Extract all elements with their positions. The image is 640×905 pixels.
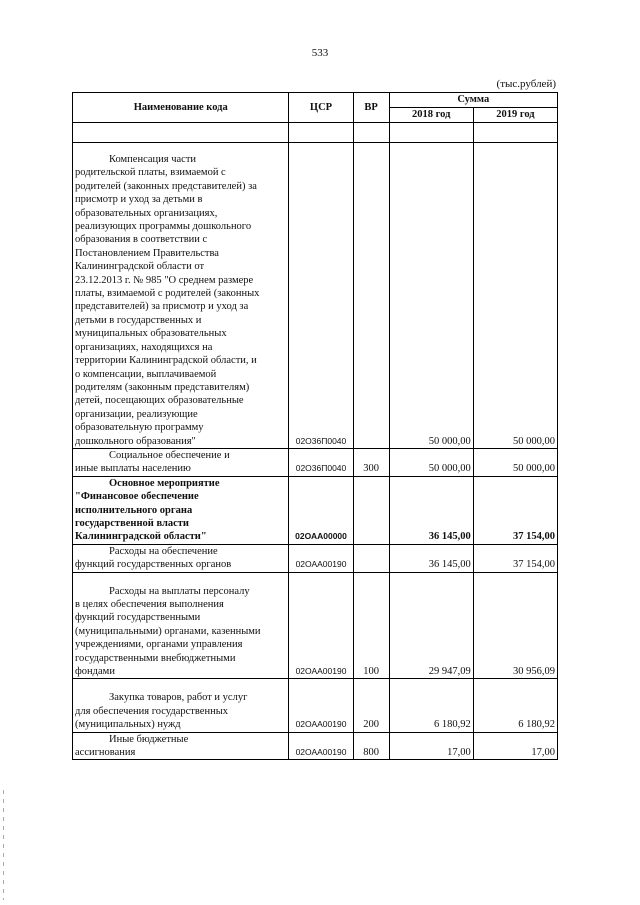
header-sum: Сумма (389, 93, 557, 108)
row-name-rest: в целях обеспечения выполнения функций государственными (муниципальными) органами, казенными учреждениями, органами управления государственными внебюджетными фондами (75, 599, 261, 678)
row-name (73, 544, 289, 572)
table-row (73, 476, 558, 544)
row-vr: 800 (353, 732, 389, 760)
table-row (73, 679, 558, 732)
budget-table (72, 92, 558, 760)
row-2018: 36 145,00 (389, 476, 473, 544)
row-name-first: Компенсация части (109, 154, 197, 165)
units-note: (тыс.рублей) (496, 78, 556, 90)
row-2019: 37 154,00 (473, 476, 557, 544)
header-year-2018: 2018 год (389, 108, 473, 123)
table-row (73, 544, 558, 572)
row-name-rest: "Финансовое обеспечение исполнительного органа государственной власти Калининградской области" (75, 491, 207, 543)
table-row (73, 732, 558, 760)
row-name-rest: ассигнования (75, 747, 136, 759)
header-csr: ЦСР (289, 93, 353, 123)
row-vr: 300 (353, 448, 389, 476)
table-row (73, 572, 558, 679)
row-csr: 02ОАА00190 (289, 544, 353, 572)
row-name-first: Основное мероприятие (109, 477, 220, 489)
row-2018: 17,00 (389, 732, 473, 760)
row-name (73, 572, 289, 679)
row-csr: 02ОАА00190 (289, 572, 353, 679)
row-csr: 02ОАА00190 (289, 679, 353, 732)
row-vr (353, 544, 389, 572)
row-2018: 6 180,92 (389, 679, 473, 732)
row-csr: 02ОАА00190 (289, 732, 353, 760)
page-number: 533 (311, 47, 329, 59)
row-2018: 29 947,09 (389, 572, 473, 679)
row-vr (353, 476, 389, 544)
table-row (73, 448, 558, 476)
row-name-first: Расходы на обеспечение (109, 545, 218, 557)
row-2019: 17,00 (473, 732, 557, 760)
row-2019: 37 154,00 (473, 544, 557, 572)
spacer-row (73, 123, 558, 143)
row-2018: 36 145,00 (389, 544, 473, 572)
row-name-first: Расходы на выплаты персоналу (109, 585, 250, 597)
row-vr (353, 143, 389, 449)
row-name-first: Иные бюджетные (109, 733, 189, 745)
row-2018: 50 000,00 (389, 143, 473, 449)
row-name (73, 679, 289, 732)
row-csr: 02О36П0040 (289, 143, 353, 449)
row-name-rest: функций государственных органов (75, 559, 232, 571)
row-name (73, 143, 289, 449)
row-name-first: Социальное обеспечение и (109, 449, 230, 461)
row-name-rest: иные выплаты населению (75, 463, 191, 475)
row-2019: 30 956,09 (473, 572, 557, 679)
row-name (73, 732, 289, 760)
row-vr: 200 (353, 679, 389, 732)
row-csr: 02ОАА00000 (289, 476, 353, 544)
row-2019: 50 000,00 (473, 143, 557, 449)
row-2019: 6 180,92 (473, 679, 557, 732)
row-name-first: Закупка товаров, работ и услуг (109, 692, 248, 704)
header-vr: ВР (353, 93, 389, 123)
table-row (73, 143, 558, 449)
row-vr: 100 (353, 572, 389, 679)
header-year-2019: 2019 год (473, 108, 557, 123)
row-name (73, 448, 289, 476)
row-name-rest: для обеспечения государственных (муниципальных) нужд (75, 705, 228, 731)
header-name: Наименование кода (73, 93, 289, 123)
row-csr: 02О36П0040 (289, 448, 353, 476)
row-name (73, 476, 289, 544)
row-2018: 50 000,00 (389, 448, 473, 476)
row-2019: 50 000,00 (473, 448, 557, 476)
row-name-rest: родительской платы, взимаемой с родителей (законных представителей) за присмотр и уход за детьми в образовательных организациях, реализующих программы дошкольного образования в соответствии с Постановлением Правительства Калининградской области от 23.12.2013 г. № 985 "О среднем размере платы, взимаемой с родителей (законных представителей) за присмотр и уход за детьми в государственных и муниципальных образовательных организациях, находящихся на территории Калининградской области, и о компенсации, выплачиваемой родителям (законным представителям) детей, посещающих образовательные организации, реализующие образовательную программу дошкольного образования" (75, 167, 260, 447)
margin-dash-line (3, 790, 4, 900)
